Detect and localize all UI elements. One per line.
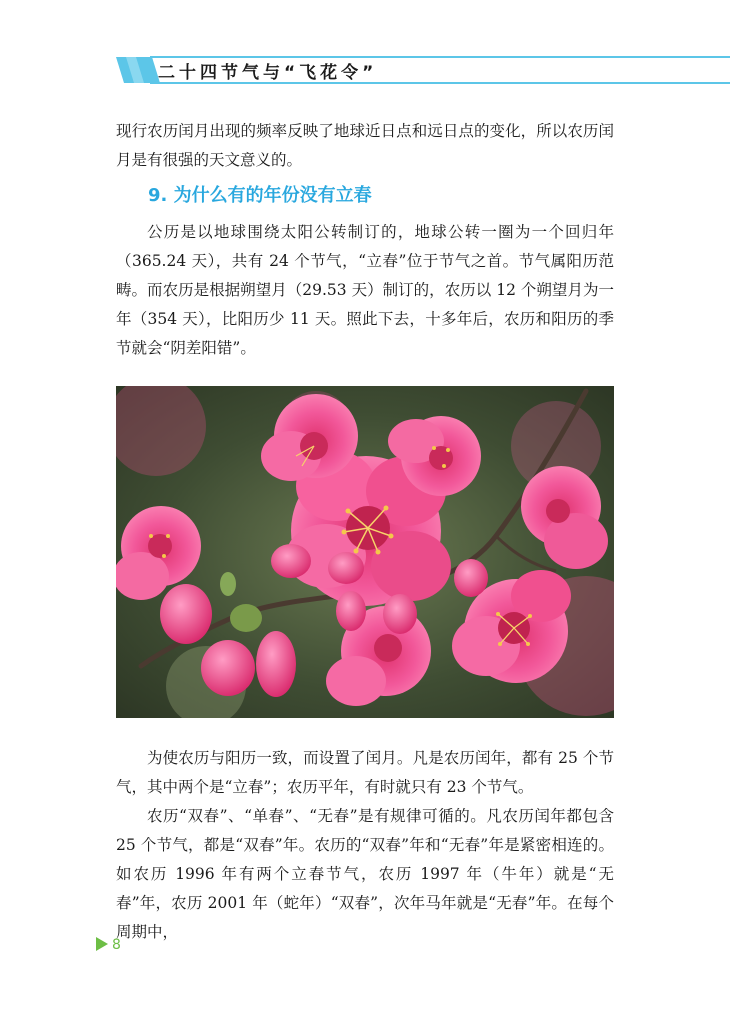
- paragraph-2: 公历是以地球围绕太阳公转制订的，地球公转一圈为一个回归年（365.24 天），共有 24 个节气，“立春”位于节气之首。节气属阳历范畴。而农历是根据朔望月（29.53 天）制订的，农历以 12 个朔望月为一年（354 天），比阳历少 11 天。照此下去，十多年后，农历和阳历的季节就会“阴差阳错”。: [116, 223, 614, 357]
- header-title: 二十四节气与“飞花令”: [158, 63, 378, 83]
- plum-blossom-photo: [116, 386, 614, 718]
- triangle-arrow-icon: [96, 937, 108, 951]
- paragraph-4: 农历“双春”、“单春”、“无春”是有规律可循的。凡农历闰年都包含 25 个节气，都是“双春”年。农历的“双春”年和“无春”年是紧密相连的。如农历 1996 年有两个立春节气，农历 1997 年（牛年）就是“无春”年，农历 2001 年（蛇年）“双春”，次年马年就是“无春”年。在每个周期中，: [116, 807, 614, 941]
- page-number-value: 8: [112, 937, 121, 953]
- section-heading: 9. 为什么有的年份没有立春: [148, 185, 372, 206]
- paragraph-3: 为使农历与阳历一致，而设置了闰月。凡是农历闰年，都有 25 个节气，其中两个是“立春”；农历平年，有时就只有 23 个节气。: [116, 749, 614, 796]
- page-number: [96, 937, 121, 953]
- paragraph-1: 现行农历闰月出现的频率反映了地球近日点和远日点的变化，所以农历闰月是有很强的天文意义的。: [116, 122, 614, 169]
- page-header: [0, 0, 730, 90]
